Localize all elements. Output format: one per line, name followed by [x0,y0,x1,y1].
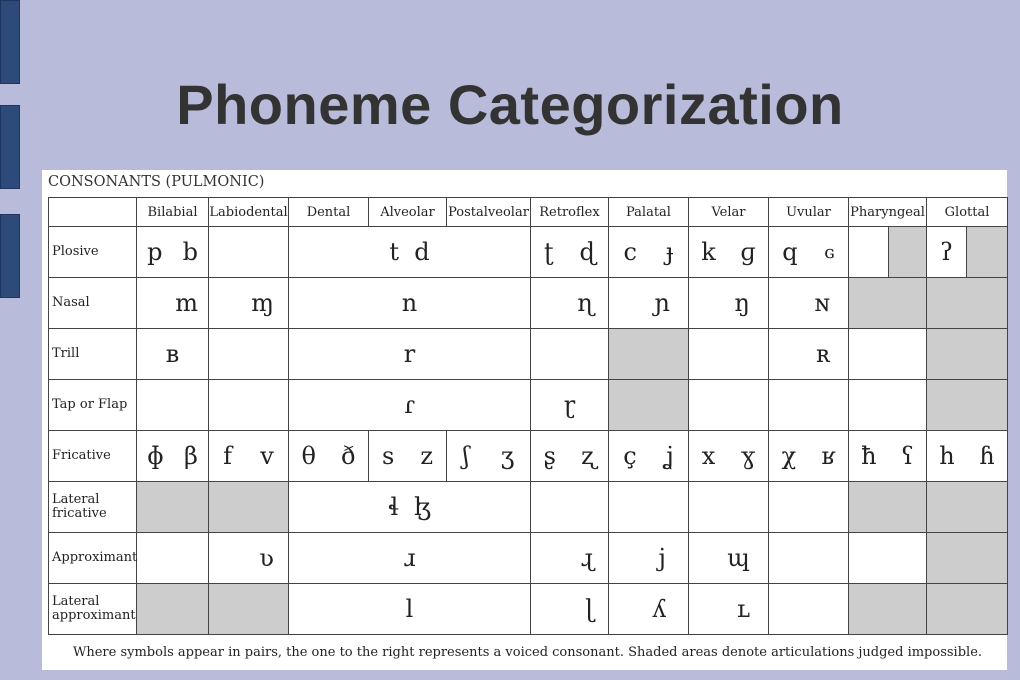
trill-bilabial: ʙ [137,329,209,380]
fric-velar: x ɣ [689,431,769,482]
row-label-trill: Trill [49,329,137,380]
approx-glottal-shaded [927,533,1008,584]
latapprox-palatal: ʎ [609,584,689,635]
latfric-labiodental-shaded [209,482,289,533]
tap-palatal-shaded [609,380,689,431]
tap-bilabial [137,380,209,431]
fric-dental: θ ð [289,431,369,482]
row-label-approximant: Approximant [49,533,137,584]
tap-retroflex: ɽ [531,380,609,431]
row-label-tap-flap: Tap or Flap [49,380,137,431]
nasal-retroflex: ɳ [531,278,609,329]
row-lateral-fricative [49,482,1008,533]
col-header-retroflex: Retroflex [531,198,609,227]
col-header-labiodental: Labiodental [209,198,289,227]
approx-bilabial [137,533,209,584]
latfric-retroflex [531,482,609,533]
col-header-postalveolar: Postalveolar [447,198,531,227]
trill-alveolar: r [289,329,531,380]
tap-glottal-shaded [927,380,1008,431]
nasal-palatal: ɲ [609,278,689,329]
latfric-velar [689,482,769,533]
fric-palatal: ç ʝ [609,431,689,482]
plosive-labiodental [209,227,289,278]
latapprox-bilabial-shaded [137,584,209,635]
row-trill [49,329,1008,380]
trill-palatal-shaded [609,329,689,380]
nasal-glottal-shaded [927,278,1008,329]
trill-labiodental [209,329,289,380]
latapprox-uvular [769,584,849,635]
fric-alveolar: s z [369,431,447,482]
col-header-bilabial: Bilabial [137,198,209,227]
row-plosive [49,227,1008,278]
plosive-velar: k ɡ [689,227,769,278]
plosive-uvular: q ɢ [769,227,849,278]
fric-glottal: h ɦ [927,431,1008,482]
col-header-palatal: Palatal [609,198,689,227]
nasal-uvular: ɴ [769,278,849,329]
latapprox-labiodental-shaded [209,584,289,635]
latfric-alveolar: ɬ ɮ [289,482,531,533]
tap-velar [689,380,769,431]
trill-velar [689,329,769,380]
plosive-alveolar: t d [289,227,531,278]
trill-retroflex [531,329,609,380]
nasal-labiodental: ɱ [209,278,289,329]
approx-velar: ɰ [689,533,769,584]
decor-bar-3 [0,214,20,298]
latapprox-retroflex: ɭ [531,584,609,635]
approx-pharyngeal [849,533,927,584]
fric-retroflex: ʂ ʐ [531,431,609,482]
fric-labiodental: f v [209,431,289,482]
latapprox-pharyngeal-shaded [849,584,927,635]
plosive-palatal: c ɟ [609,227,689,278]
latfric-uvular [769,482,849,533]
plosive-glottal-shaded [967,227,1008,278]
consonant-table [48,197,1008,635]
trill-glottal-shaded [927,329,1008,380]
nasal-pharyngeal-shaded [849,278,927,329]
row-nasal [49,278,1008,329]
row-tap-flap [49,380,1008,431]
approx-alveolar: ɹ [289,533,531,584]
row-fricative [49,431,1008,482]
header-corner [49,198,137,227]
row-approximant [49,533,1008,584]
col-header-uvular: Uvular [769,198,849,227]
trill-pharyngeal [849,329,927,380]
row-label-plosive: Plosive [49,227,137,278]
fric-bilabial: ɸ β [137,431,209,482]
approx-labiodental: ʋ [209,533,289,584]
plosive-bilabial: p b [137,227,209,278]
tap-uvular [769,380,849,431]
fric-uvular: χ ʁ [769,431,849,482]
latapprox-alveolar: l [289,584,531,635]
tap-pharyngeal [849,380,927,431]
fric-postalveolar: ʃ ʒ [447,431,531,482]
ipa-consonant-chart [42,170,1007,670]
plosive-pharyngeal-shaded [889,227,927,278]
nasal-velar: ŋ [689,278,769,329]
nasal-bilabial: m [137,278,209,329]
nasal-alveolar: n [289,278,531,329]
plosive-retroflex: ʈ ɖ [531,227,609,278]
tap-labiodental [209,380,289,431]
col-header-dental: Dental [289,198,369,227]
latfric-pharyngeal-shaded [849,482,927,533]
row-label-fricative: Fricative [49,431,137,482]
chart-heading: CONSONANTS (PULMONIC) [48,174,265,190]
column-header-row [49,198,1008,227]
slide-title: Phoneme Categorization [176,73,844,136]
col-header-pharyngeal: Pharyngeal [849,198,927,227]
tap-alveolar: ɾ [289,380,531,431]
chart-footnote: Where symbols appear in pairs, the one to the right represents a voiced consonant. Shaded areas denote articulations judged impossible. [72,645,983,660]
fric-pharyngeal: ħ ʕ [849,431,927,482]
approx-retroflex: ɻ [531,533,609,584]
latapprox-velar: ʟ [689,584,769,635]
latfric-palatal [609,482,689,533]
approx-palatal: j [609,533,689,584]
row-lateral-approximant [49,584,1008,635]
col-header-velar: Velar [689,198,769,227]
latfric-glottal-shaded [927,482,1008,533]
trill-uvular: ʀ [769,329,849,380]
col-header-glottal: Glottal [927,198,1008,227]
approx-uvular [769,533,849,584]
row-label-nasal: Nasal [49,278,137,329]
row-label-lateral-approximant: Lateral approximant [49,584,137,635]
plosive-glottal: ʔ [927,227,967,278]
plosive-pharyngeal-voiceless [849,227,889,278]
col-header-alveolar: Alveolar [369,198,447,227]
row-label-lateral-fricative: Lateral fricative [49,482,137,533]
latfric-bilabial-shaded [137,482,209,533]
latapprox-glottal-shaded [927,584,1008,635]
